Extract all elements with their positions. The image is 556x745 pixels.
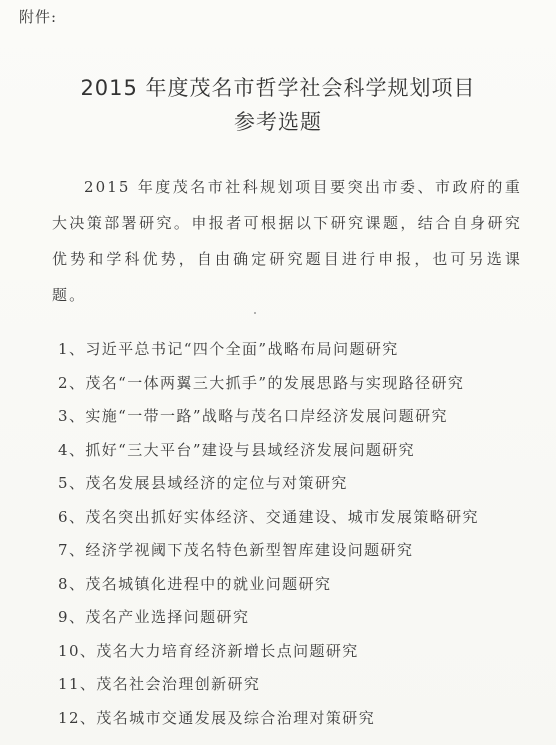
- topic-item: [58, 668, 479, 702]
- topic-item: [58, 635, 479, 669]
- topic-item: [58, 568, 479, 602]
- topic-text: 茂名发展县域经济的定位与对策研究: [85, 474, 348, 492]
- topic-number: 10、: [58, 641, 97, 660]
- topic-text: 经济学视阈下茂名特色新型智库建设问题研究: [85, 541, 414, 559]
- topic-number: 3、: [58, 407, 86, 425]
- scan-speck: [254, 312, 256, 314]
- topic-number: 12、: [58, 708, 97, 727]
- topic-number: 9、: [58, 608, 86, 626]
- topic-number: 11、: [58, 675, 97, 693]
- topic-number: 2、: [58, 373, 86, 392]
- attachment-label: 附件:: [19, 8, 58, 26]
- topic-item: [58, 534, 479, 568]
- topic-item: [58, 501, 479, 535]
- topic-list: [58, 333, 479, 735]
- topic-item: [58, 333, 479, 367]
- topic-text: 习近平总书记“四个全面”战略布局问题研究: [85, 340, 399, 358]
- topic-number: 5、: [58, 474, 86, 492]
- topic-text: 实施“一带一路”战略与茂名口岸经济发展问题研究: [85, 407, 448, 425]
- intro-paragraph: 2015 年度茂名市社科规划项目要突出市委、市政府的重大决策部署研究。申报者可根据以下研究课题，结合自身研究优势和学科优势，自由确定研究题目进行申报，也可另选课题。: [52, 178, 522, 304]
- topic-item: [58, 601, 479, 635]
- topic-item: [58, 434, 479, 468]
- topic-item: [58, 702, 479, 736]
- topic-number: 4、: [58, 440, 86, 459]
- topic-number: 7、: [58, 541, 86, 559]
- topic-number: 6、: [58, 507, 86, 526]
- topic-text: 茂名社会治理创新研究: [96, 675, 261, 693]
- topic-text: 茂名产业选择问题研究: [85, 608, 250, 626]
- topic-text: 茂名“一体两翼三大抓手”的发展思路与实现路径研究: [85, 373, 465, 392]
- topic-item: [58, 367, 479, 401]
- topic-text: 茂名城镇化进程中的就业问题研究: [85, 574, 332, 593]
- topic-number: 1、: [58, 340, 86, 358]
- topic-item: [58, 400, 479, 434]
- document-subtitle: 参考选题: [234, 110, 322, 134]
- topic-text: 茂名大力培育经济新增长点问题研究: [96, 641, 359, 660]
- topic-text: 茂名城市交通发展及综合治理对策研究: [96, 708, 376, 727]
- topic-item: [58, 467, 479, 501]
- topic-text: 抓好“三大平台”建设与县域经济发展问题研究: [85, 440, 416, 459]
- topic-text: 茂名突出抓好实体经济、交通建设、城市发展策略研究: [85, 507, 479, 526]
- topic-number: 8、: [58, 574, 86, 593]
- document-title: 2015 年度茂名市哲学社会科学规划项目: [80, 76, 476, 100]
